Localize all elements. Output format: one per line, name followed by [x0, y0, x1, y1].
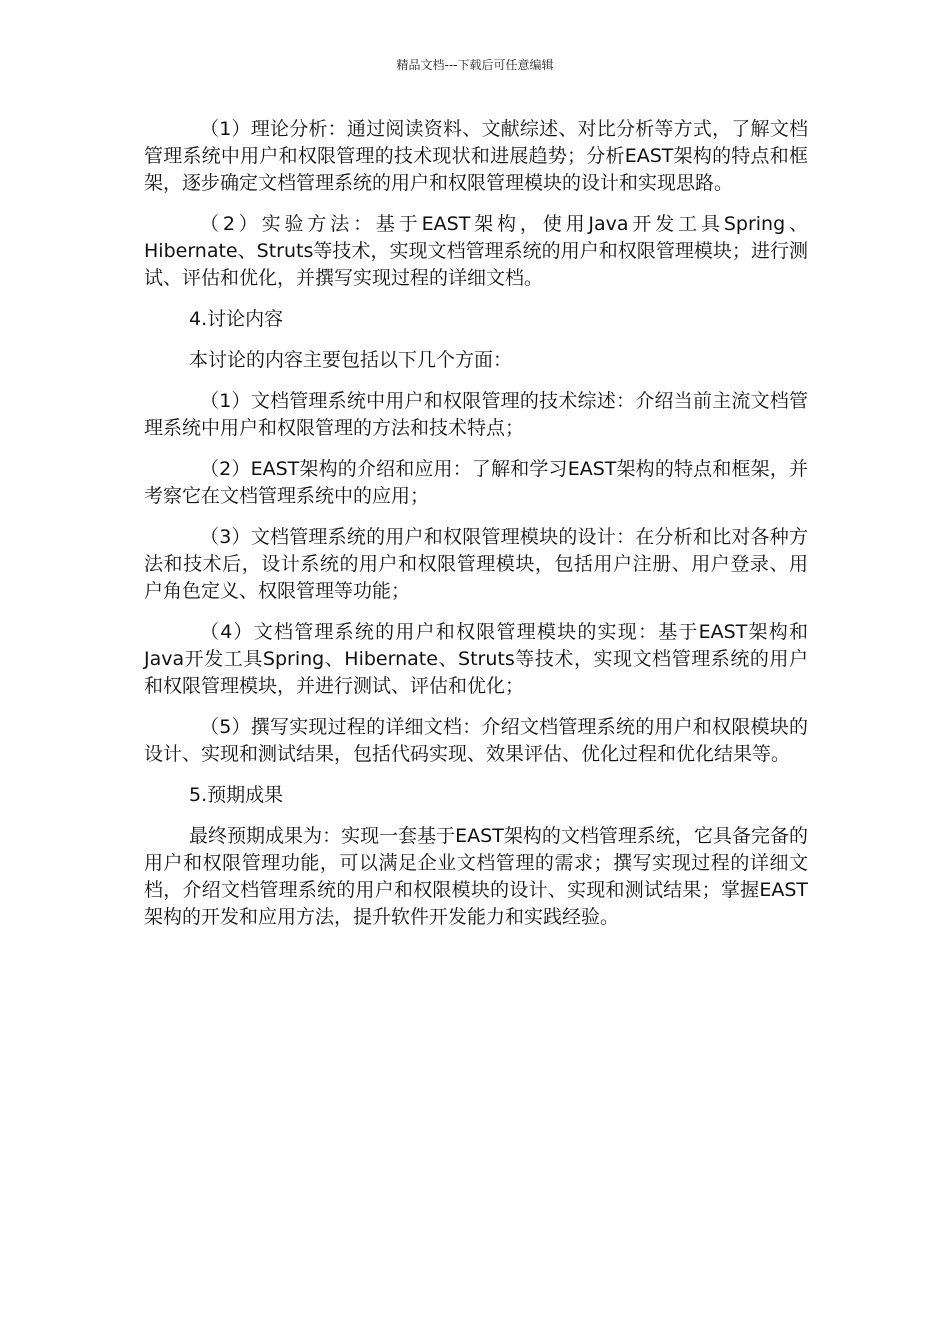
page-header: 精品文档---下载后可任意编辑 — [396, 58, 554, 72]
paragraph-theory-analysis: （1）理论分析：通过阅读资料、文献综述、对比分析等方式，了解文档管理系统中用户和权限管理的技术现状和进展趋势；分析EAST架构的特点和框架，逐步确定文档管理系统的用户和权限管理模块的设计和实现思路。 — [144, 118, 808, 194]
section-heading-expected-results: 5.预期成果 — [189, 784, 284, 806]
section-heading-discussion: 4.讨论内容 — [189, 308, 284, 330]
paragraph-experiment-method: （2）实验方法：基于EAST架构，使用Java开发工具Spring、Hibernate、Struts等技术，实现文档管理系统的用户和权限管理模块；进行测试、评估和优化，并撰写实现过程的详细文档。 — [144, 213, 808, 289]
list-item-documentation: （5）撰写实现过程的详细文档：介绍文档管理系统的用户和权限模块的设计、实现和测试结果，包括代码实现、效果评估、优化过程和优化结果等。 — [144, 716, 808, 765]
paragraph-expected-results: 最终预期成果为：实现一套基于EAST架构的文档管理系统，它具备完备的用户和权限管理功能，可以满足企业文档管理的需求；撰写实现过程的详细文档，介绍文档管理系统的用户和权限模块的设计、实现和测试结果；掌握EAST架构的开发和应用方法，提升软件开发能力和实践经验。 — [144, 825, 808, 928]
list-item-tech-review: （1）文档管理系统中用户和权限管理的技术综述：介绍当前主流文档管理系统中用户和权限管理的方法和技术特点； — [144, 390, 808, 439]
list-item-module-design: （3）文档管理系统的用户和权限管理模块的设计：在分析和比对各种方法和技术后，设计系统的用户和权限管理模块，包括用户注册、用户登录、用户角色定义、权限管理等功能； — [144, 526, 808, 602]
list-item-module-implementation: （4）文档管理系统的用户和权限管理模块的实现：基于EAST架构和Java开发工具Spring、Hibernate、Struts等技术，实现文档管理系统的用户和权限管理模块，并进行测试、评估和优化； — [144, 621, 808, 697]
document-body — [144, 116, 808, 945]
list-item-east-architecture: （2）EAST架构的介绍和应用：了解和学习EAST架构的特点和框架，并考察它在文档管理系统中的应用； — [144, 458, 808, 507]
paragraph-discussion-intro: 本讨论的内容主要包括以下几个方面： — [189, 349, 513, 371]
